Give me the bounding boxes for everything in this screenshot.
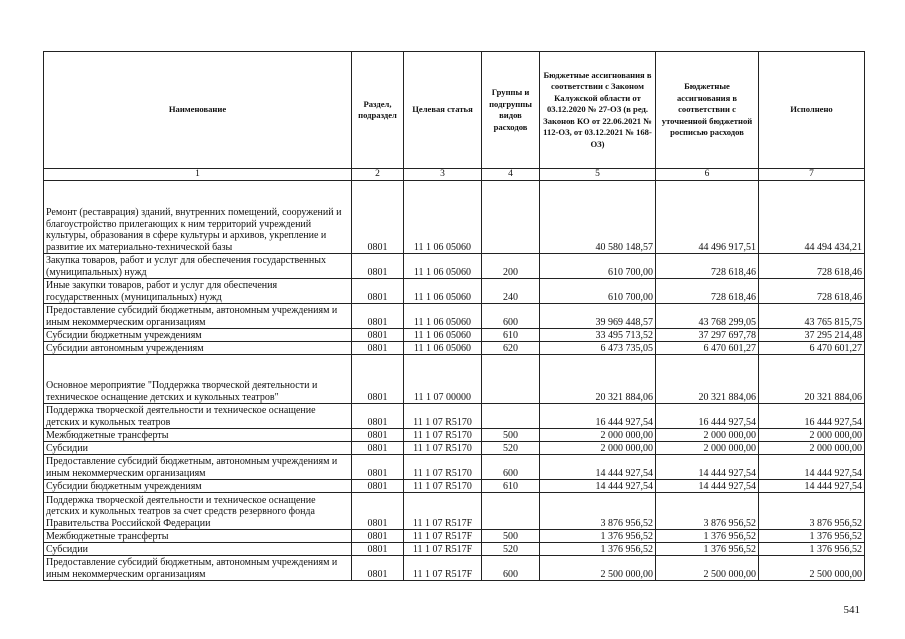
row-name: Основное мероприятие "Поддержка творческой деятельности и техническое оснащение детских и кукольных театров" xyxy=(44,355,352,404)
row-target: 11 1 07 00000 xyxy=(404,355,482,404)
row-name: Субсидии автономным учреждениям xyxy=(44,342,352,355)
row-refined-amount: 20 321 884,06 xyxy=(656,355,759,404)
row-section: 0801 xyxy=(352,493,404,530)
row-law-amount: 16 444 927,54 xyxy=(540,404,656,429)
row-law-amount: 14 444 927,54 xyxy=(540,455,656,480)
col-number: 5 xyxy=(540,169,656,181)
header-refined: Бюджетные ассигнования в соответствии с уточненной бюджетной росписью расходов xyxy=(656,52,759,169)
row-target: 11 1 06 05060 xyxy=(404,181,482,254)
row-target: 11 1 06 05060 xyxy=(404,279,482,304)
row-group: 500 xyxy=(482,530,540,543)
row-section: 0801 xyxy=(352,181,404,254)
table-row xyxy=(44,355,865,404)
row-section: 0801 xyxy=(352,455,404,480)
row-refined-amount: 6 470 601,27 xyxy=(656,342,759,355)
row-refined-amount: 44 496 917,51 xyxy=(656,181,759,254)
row-executed-amount: 44 494 434,21 xyxy=(759,181,865,254)
row-name: Иные закупки товаров, работ и услуг для обеспечения государственных (муниципальных) нужд xyxy=(44,279,352,304)
row-law-amount: 6 473 735,05 xyxy=(540,342,656,355)
row-law-amount: 610 700,00 xyxy=(540,254,656,279)
column-number-row xyxy=(44,169,865,181)
row-group: 610 xyxy=(482,329,540,342)
row-law-amount: 1 376 956,52 xyxy=(540,543,656,556)
row-executed-amount: 6 470 601,27 xyxy=(759,342,865,355)
row-section: 0801 xyxy=(352,530,404,543)
row-refined-amount: 1 376 956,52 xyxy=(656,543,759,556)
row-section: 0801 xyxy=(352,556,404,581)
header-section: Раздел, подраздел xyxy=(352,52,404,169)
row-law-amount: 2 000 000,00 xyxy=(540,429,656,442)
row-target: 11 1 07 R5170 xyxy=(404,455,482,480)
row-group: 500 xyxy=(482,429,540,442)
row-target: 11 1 07 R5170 xyxy=(404,429,482,442)
row-target: 11 1 07 R5170 xyxy=(404,480,482,493)
row-group xyxy=(482,181,540,254)
table-row xyxy=(44,342,865,355)
row-law-amount: 2 000 000,00 xyxy=(540,442,656,455)
row-executed-amount: 20 321 884,06 xyxy=(759,355,865,404)
row-refined-amount: 2 000 000,00 xyxy=(656,429,759,442)
table-row xyxy=(44,254,865,279)
col-number: 3 xyxy=(404,169,482,181)
row-name: Ремонт (реставрация) зданий, внутренних помещений, сооружений и благоустройство прилегающих к ним территорий учреждений культуры, образования в сфере культуры и архивов, укрепление и развитие их материально-технической базы xyxy=(44,181,352,254)
row-executed-amount: 3 876 956,52 xyxy=(759,493,865,530)
row-group xyxy=(482,404,540,429)
row-law-amount: 3 876 956,52 xyxy=(540,493,656,530)
row-refined-amount: 43 768 299,05 xyxy=(656,304,759,329)
row-name: Субсидии xyxy=(44,543,352,556)
budget-table xyxy=(43,51,865,581)
table-row xyxy=(44,442,865,455)
table-row xyxy=(44,543,865,556)
row-target: 11 1 07 R517F xyxy=(404,543,482,556)
row-refined-amount: 37 297 697,78 xyxy=(656,329,759,342)
row-target: 11 1 06 05060 xyxy=(404,304,482,329)
row-refined-amount: 16 444 927,54 xyxy=(656,404,759,429)
table-row xyxy=(44,493,865,530)
row-executed-amount: 43 765 815,75 xyxy=(759,304,865,329)
col-number: 1 xyxy=(44,169,352,181)
table-row xyxy=(44,329,865,342)
row-executed-amount: 2 500 000,00 xyxy=(759,556,865,581)
row-group: 600 xyxy=(482,556,540,581)
row-executed-amount: 2 000 000,00 xyxy=(759,442,865,455)
row-name: Субсидии xyxy=(44,442,352,455)
row-section: 0801 xyxy=(352,543,404,556)
row-law-amount: 14 444 927,54 xyxy=(540,480,656,493)
row-target: 11 1 06 05060 xyxy=(404,342,482,355)
row-target: 11 1 07 R517F xyxy=(404,530,482,543)
row-name: Закупка товаров, работ и услуг для обеспечения государственных (муниципальных) нужд xyxy=(44,254,352,279)
row-executed-amount: 1 376 956,52 xyxy=(759,543,865,556)
row-refined-amount: 2 000 000,00 xyxy=(656,442,759,455)
table-row xyxy=(44,279,865,304)
row-executed-amount: 14 444 927,54 xyxy=(759,480,865,493)
table-row xyxy=(44,404,865,429)
row-group: 520 xyxy=(482,442,540,455)
row-group: 200 xyxy=(482,254,540,279)
row-executed-amount: 728 618,46 xyxy=(759,279,865,304)
row-target: 11 1 07 R517F xyxy=(404,493,482,530)
row-name: Поддержка творческой деятельности и техническое оснащение детских и кукольных театров за счет средств резервного фонда Правительства Российской Федерации xyxy=(44,493,352,530)
row-refined-amount: 3 876 956,52 xyxy=(656,493,759,530)
table-row xyxy=(44,455,865,480)
row-target: 11 1 07 R5170 xyxy=(404,442,482,455)
header-row xyxy=(44,52,865,169)
row-refined-amount: 14 444 927,54 xyxy=(656,480,759,493)
row-law-amount: 20 321 884,06 xyxy=(540,355,656,404)
row-refined-amount: 1 376 956,52 xyxy=(656,530,759,543)
row-executed-amount: 14 444 927,54 xyxy=(759,455,865,480)
row-section: 0801 xyxy=(352,254,404,279)
row-refined-amount: 2 500 000,00 xyxy=(656,556,759,581)
row-section: 0801 xyxy=(352,279,404,304)
row-law-amount: 610 700,00 xyxy=(540,279,656,304)
col-number: 7 xyxy=(759,169,865,181)
row-law-amount: 33 495 713,52 xyxy=(540,329,656,342)
row-refined-amount: 728 618,46 xyxy=(656,279,759,304)
row-group: 520 xyxy=(482,543,540,556)
row-group xyxy=(482,355,540,404)
row-executed-amount: 728 618,46 xyxy=(759,254,865,279)
row-executed-amount: 37 295 214,48 xyxy=(759,329,865,342)
table-row xyxy=(44,304,865,329)
row-group xyxy=(482,493,540,530)
header-target: Целевая статья xyxy=(404,52,482,169)
table-row xyxy=(44,556,865,581)
table-body xyxy=(44,181,865,581)
table-row xyxy=(44,429,865,442)
row-executed-amount: 1 376 956,52 xyxy=(759,530,865,543)
row-section: 0801 xyxy=(352,404,404,429)
row-section: 0801 xyxy=(352,355,404,404)
row-group: 600 xyxy=(482,455,540,480)
row-name: Субсидии бюджетным учреждениям xyxy=(44,480,352,493)
row-target: 11 1 06 05060 xyxy=(404,254,482,279)
header-executed: Исполнено xyxy=(759,52,865,169)
row-target: 11 1 07 R517F xyxy=(404,556,482,581)
col-number: 4 xyxy=(482,169,540,181)
row-group: 600 xyxy=(482,304,540,329)
row-group: 610 xyxy=(482,480,540,493)
header-law: Бюджетные ассигнования в соответствии с Законом Калужской области от 03.12.2020 № 27-ОЗ (в ред. Законов КО от 22.06.2021 № 112-ОЗ, от 03.12.2021 № 168-ОЗ) xyxy=(540,52,656,169)
row-section: 0801 xyxy=(352,304,404,329)
row-executed-amount: 2 000 000,00 xyxy=(759,429,865,442)
col-number: 2 xyxy=(352,169,404,181)
row-executed-amount: 16 444 927,54 xyxy=(759,404,865,429)
row-target: 11 1 06 05060 xyxy=(404,329,482,342)
row-group: 620 xyxy=(482,342,540,355)
row-name: Предоставление субсидий бюджетным, автономным учреждениям и иным некоммерческим организациям xyxy=(44,556,352,581)
row-target: 11 1 07 R5170 xyxy=(404,404,482,429)
row-law-amount: 2 500 000,00 xyxy=(540,556,656,581)
row-refined-amount: 14 444 927,54 xyxy=(656,455,759,480)
table-row xyxy=(44,530,865,543)
row-refined-amount: 728 618,46 xyxy=(656,254,759,279)
row-law-amount: 40 580 148,57 xyxy=(540,181,656,254)
row-name: Межбюджетные трансферты xyxy=(44,530,352,543)
row-name: Межбюджетные трансферты xyxy=(44,429,352,442)
row-law-amount: 39 969 448,57 xyxy=(540,304,656,329)
row-section: 0801 xyxy=(352,480,404,493)
table-row xyxy=(44,480,865,493)
row-section: 0801 xyxy=(352,342,404,355)
row-name: Поддержка творческой деятельности и техническое оснащение детских и кукольных театров xyxy=(44,404,352,429)
row-name: Предоставление субсидий бюджетным, автономным учреждениям и иным некоммерческим организациям xyxy=(44,304,352,329)
header-groups: Группы и подгруппы видов расходов xyxy=(482,52,540,169)
page-number: 541 xyxy=(843,604,860,616)
row-law-amount: 1 376 956,52 xyxy=(540,530,656,543)
row-group: 240 xyxy=(482,279,540,304)
row-section: 0801 xyxy=(352,442,404,455)
row-name: Субсидии бюджетным учреждениям xyxy=(44,329,352,342)
col-number: 6 xyxy=(656,169,759,181)
row-section: 0801 xyxy=(352,329,404,342)
row-name: Предоставление субсидий бюджетным, автономным учреждениям и иным некоммерческим организациям xyxy=(44,455,352,480)
header-name: Наименование xyxy=(44,52,352,169)
row-section: 0801 xyxy=(352,429,404,442)
table-row xyxy=(44,181,865,254)
